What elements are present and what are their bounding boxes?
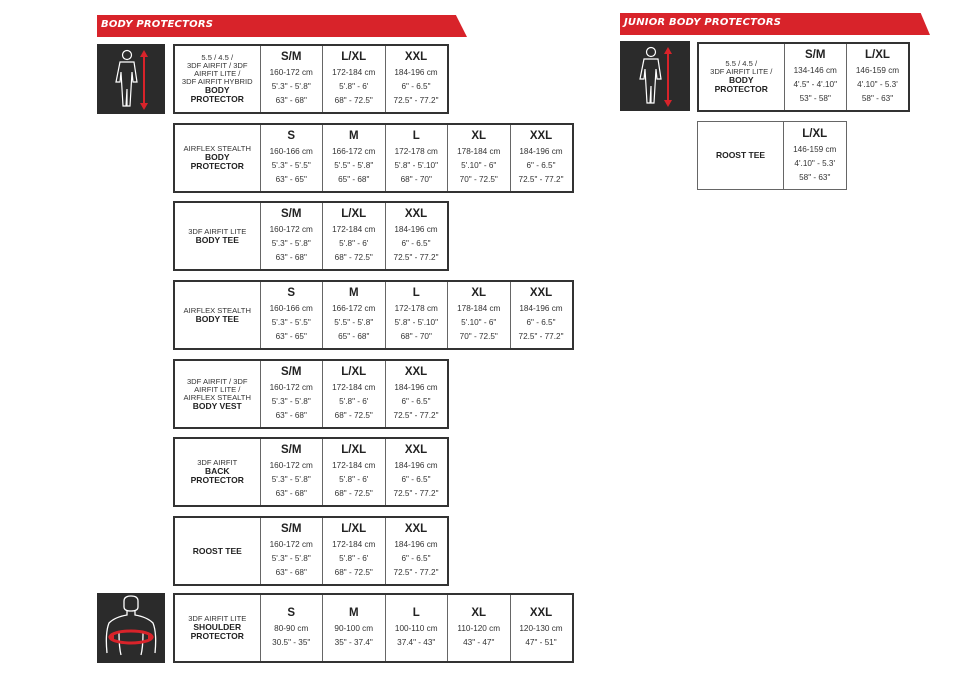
measure: 68" - 70" bbox=[400, 175, 432, 184]
measure: 6" - 6.5" bbox=[401, 554, 431, 563]
measure: 70" - 72.5" bbox=[459, 175, 498, 184]
size-cell bbox=[448, 594, 511, 662]
product-label: 3DF AIRFIT LITE SHOULDER PROTECTOR bbox=[174, 594, 260, 662]
junior-body-height-icon bbox=[620, 41, 690, 111]
measure: 5'.8" - 5'.10" bbox=[394, 161, 439, 170]
size-name: M bbox=[348, 287, 359, 299]
size-name: XXL bbox=[404, 208, 428, 220]
measure: 5'.5" - 5'.8" bbox=[334, 318, 374, 327]
measure: 65" - 68" bbox=[338, 332, 370, 341]
size-table bbox=[173, 359, 449, 429]
measure: 5'.3" - 5'.8" bbox=[271, 397, 311, 406]
size-cell bbox=[260, 45, 323, 113]
size-cell bbox=[385, 202, 448, 270]
size-name: S bbox=[287, 607, 296, 619]
measure: 134-146 cm bbox=[793, 66, 837, 75]
size-name: S/M bbox=[281, 523, 302, 535]
size-table bbox=[173, 201, 449, 271]
section-title: BODY PROTECTORS bbox=[101, 19, 214, 30]
measure: 63" - 68" bbox=[275, 489, 307, 498]
size-name: S/M bbox=[281, 208, 302, 220]
measure: 184-196 cm bbox=[394, 225, 438, 234]
measure: 63" - 68" bbox=[275, 568, 307, 577]
size-cell bbox=[510, 281, 573, 349]
size-name: XXL bbox=[529, 287, 553, 299]
measure: 43" - 47" bbox=[463, 638, 495, 647]
size-table bbox=[173, 123, 574, 193]
size-cell bbox=[260, 281, 323, 349]
measure: 5'.8" - 6' bbox=[339, 239, 369, 248]
measure: 72.5" - 77.2" bbox=[393, 489, 439, 498]
measure: 6" - 6.5" bbox=[401, 475, 431, 484]
measure: 37.4" - 43" bbox=[397, 638, 436, 647]
product-label: 5.5 / 4.5 / 3DF AIRFIT / 3DF AIRFIT LITE / 3DF AIRFIT HYBRID BODY PROTECTOR bbox=[174, 45, 260, 113]
size-cell bbox=[784, 43, 847, 111]
measure: 58" - 63" bbox=[799, 172, 831, 182]
size-name: XXL bbox=[404, 366, 428, 378]
product-label: 5.5 / 4.5 / 3DF AIRFIT LITE / BODY PROTECTOR bbox=[698, 43, 784, 111]
size-cell bbox=[260, 594, 323, 662]
measure: 6" - 6.5" bbox=[526, 318, 556, 327]
measure: 6" - 6.5" bbox=[401, 397, 431, 406]
measure: 172-184 cm bbox=[332, 461, 376, 470]
size-cell bbox=[448, 281, 511, 349]
size-table bbox=[173, 516, 449, 586]
chest-circumference-icon bbox=[97, 593, 165, 663]
section-title: JUNIOR BODY PROTECTORS bbox=[624, 17, 782, 28]
product-label: 3DF AIRFIT LITE BODY TEE bbox=[174, 202, 260, 270]
size-name: XL bbox=[471, 287, 487, 299]
size-name: S/M bbox=[281, 444, 302, 456]
measure: 72.5" - 77.2" bbox=[393, 253, 439, 262]
size-table bbox=[173, 593, 574, 663]
size-name: S/M bbox=[281, 366, 302, 378]
measure: 63" - 68" bbox=[275, 411, 307, 420]
size-table bbox=[173, 280, 574, 350]
measure: 72.5" - 77.2" bbox=[393, 96, 439, 105]
measure: 63" - 68" bbox=[275, 253, 307, 262]
measure: 68" - 70" bbox=[400, 332, 432, 341]
measure: 5'.3" - 5'.8" bbox=[271, 554, 311, 563]
measure: 80-90 cm bbox=[274, 624, 309, 633]
measure: 160-172 cm bbox=[269, 225, 313, 234]
measure: 172-184 cm bbox=[332, 225, 376, 234]
measure: 166-172 cm bbox=[332, 147, 376, 156]
measure: 68" - 72.5" bbox=[334, 411, 373, 420]
measure: 172-178 cm bbox=[394, 147, 438, 156]
measure: 166-172 cm bbox=[332, 304, 376, 313]
measure: 172-178 cm bbox=[394, 304, 438, 313]
measure: 5'.8" - 6' bbox=[339, 82, 369, 91]
size-name: XXL bbox=[404, 444, 428, 456]
product-label: 3DF AIRFIT BACK PROTECTOR bbox=[174, 438, 260, 506]
size-name: S/M bbox=[281, 51, 302, 63]
body-height-icon bbox=[97, 44, 165, 114]
size-cell bbox=[260, 360, 323, 428]
measure: 5'.8" - 6' bbox=[339, 397, 369, 406]
size-name: L/XL bbox=[341, 366, 367, 378]
measure: 172-184 cm bbox=[332, 540, 376, 549]
measure: 68" - 72.5" bbox=[334, 568, 373, 577]
measure: 5'.8" - 6' bbox=[339, 475, 369, 484]
measure: 53" - 58" bbox=[799, 94, 831, 103]
measure: 5'.3" - 5'.5" bbox=[271, 318, 311, 327]
measure: 160-166 cm bbox=[269, 304, 313, 313]
measure: 100-110 cm bbox=[394, 624, 438, 633]
measure: 4'.10" - 5.3' bbox=[857, 80, 898, 89]
size-cell bbox=[323, 517, 386, 585]
size-cell bbox=[260, 438, 323, 506]
size-name: M bbox=[348, 607, 359, 619]
size-name: L bbox=[412, 130, 420, 142]
measure: 5'.8" - 5'.10" bbox=[394, 318, 439, 327]
size-name: XXL bbox=[404, 523, 428, 535]
size-cell bbox=[847, 43, 910, 111]
size-name: XXL bbox=[404, 51, 428, 63]
measure: 178-184 cm bbox=[457, 147, 501, 156]
measure: 5'.5" - 5'.8" bbox=[334, 161, 374, 170]
size-name: XL bbox=[471, 130, 487, 142]
size-name: L bbox=[412, 287, 420, 299]
measure: 6" - 6.5" bbox=[401, 82, 431, 91]
measure: 5'.10" - 6" bbox=[461, 318, 497, 327]
measure: 70" - 72.5" bbox=[459, 332, 498, 341]
size-cell bbox=[385, 45, 448, 113]
size-name: S/M bbox=[805, 49, 826, 61]
size-name: S bbox=[287, 287, 296, 299]
measure: 5'.10" - 6" bbox=[461, 161, 497, 170]
measure: 146-159 cm bbox=[855, 66, 900, 75]
size-table bbox=[173, 437, 449, 507]
junior-size-table bbox=[697, 42, 910, 112]
measure: 184-196 cm bbox=[519, 147, 563, 156]
measure: 4'.10" - 5.3' bbox=[794, 158, 836, 168]
product-label: 3DF AIRFIT / 3DF AIRFIT LITE / AIRFLEX STEALTH BODY VEST bbox=[174, 360, 260, 428]
size-cell bbox=[385, 124, 448, 192]
measure: 160-172 cm bbox=[269, 383, 313, 392]
size-name: L/XL bbox=[865, 49, 890, 61]
size-cell bbox=[510, 594, 573, 662]
measure: 5'.8" - 6' bbox=[339, 554, 369, 563]
measure: 172-184 cm bbox=[332, 383, 376, 392]
measure: 68" - 72.5" bbox=[334, 96, 373, 105]
junior-body-protectors-banner bbox=[620, 13, 930, 35]
measure: 72.5" - 77.2" bbox=[393, 568, 439, 577]
size-cell bbox=[784, 122, 847, 190]
size-cell bbox=[385, 438, 448, 506]
measure: 68" - 72.5" bbox=[334, 253, 373, 262]
measure: 184-196 cm bbox=[394, 383, 438, 392]
size-cell bbox=[260, 202, 323, 270]
measure: 160-172 cm bbox=[269, 68, 313, 77]
size-cell bbox=[323, 281, 386, 349]
size-cell bbox=[323, 45, 386, 113]
measure: 160-172 cm bbox=[269, 461, 313, 470]
size-name: L/XL bbox=[802, 127, 828, 140]
size-cell bbox=[260, 517, 323, 585]
measure: 184-196 cm bbox=[519, 304, 563, 313]
measure: 72.5" - 77.2" bbox=[393, 411, 439, 420]
measure: 160-172 cm bbox=[269, 540, 313, 549]
size-cell bbox=[385, 281, 448, 349]
measure: 63" - 68" bbox=[275, 96, 307, 105]
measure: 63" - 65" bbox=[275, 175, 307, 184]
measure: 47" - 51" bbox=[525, 638, 557, 647]
size-name: L/XL bbox=[341, 208, 367, 220]
measure: 184-196 cm bbox=[394, 540, 438, 549]
measure: 120-130 cm bbox=[519, 624, 563, 633]
measure: 58" - 63" bbox=[861, 94, 894, 103]
size-cell bbox=[385, 360, 448, 428]
measure: 184-196 cm bbox=[394, 461, 438, 470]
measure: 63" - 65" bbox=[275, 332, 307, 341]
measure: 160-166 cm bbox=[269, 147, 313, 156]
size-name: XXL bbox=[529, 130, 553, 142]
size-name: L/XL bbox=[341, 523, 367, 535]
size-cell bbox=[448, 124, 511, 192]
measure: 146-159 cm bbox=[793, 144, 837, 154]
junior-size-table bbox=[697, 121, 847, 190]
size-name: L/XL bbox=[341, 51, 367, 63]
size-cell bbox=[323, 438, 386, 506]
measure: 72.5" - 77.2" bbox=[518, 175, 564, 184]
measure: 72.5" - 77.2" bbox=[518, 332, 564, 341]
measure: 4'.5" - 4'.10" bbox=[793, 80, 838, 89]
measure: 35" - 37.4" bbox=[334, 638, 373, 647]
measure: 5'.3" - 5'.5" bbox=[271, 161, 311, 170]
measure: 6" - 6.5" bbox=[401, 239, 431, 248]
product-label: ROOST TEE bbox=[698, 122, 784, 190]
measure: 5'.3" - 5'.8" bbox=[271, 239, 311, 248]
product-label: ROOST TEE bbox=[174, 517, 260, 585]
measure: 178-184 cm bbox=[457, 304, 501, 313]
size-table bbox=[173, 44, 449, 114]
size-name: L/XL bbox=[341, 444, 367, 456]
measure: 65" - 68" bbox=[338, 175, 370, 184]
size-cell bbox=[323, 124, 386, 192]
product-label: AIRFLEX STEALTH BODY PROTECTOR bbox=[174, 124, 260, 192]
measure: 5'.3" - 5'.8" bbox=[271, 475, 311, 484]
size-name: XL bbox=[471, 607, 487, 619]
size-name: L bbox=[412, 607, 420, 619]
body-protectors-banner bbox=[97, 15, 467, 37]
size-cell bbox=[385, 594, 448, 662]
measure: 6" - 6.5" bbox=[526, 161, 556, 170]
measure: 68" - 72.5" bbox=[334, 489, 373, 498]
size-name: M bbox=[348, 130, 359, 142]
measure: 184-196 cm bbox=[394, 68, 438, 77]
product-label: AIRFLEX STEALTH BODY TEE bbox=[174, 281, 260, 349]
size-cell bbox=[323, 360, 386, 428]
size-cell bbox=[323, 594, 386, 662]
size-cell bbox=[385, 517, 448, 585]
size-cell bbox=[323, 202, 386, 270]
size-name: S bbox=[287, 130, 296, 142]
measure: 110-120 cm bbox=[457, 624, 501, 633]
measure: 5'.3" - 5'.8" bbox=[271, 82, 311, 91]
measure: 172-184 cm bbox=[332, 68, 376, 77]
size-cell bbox=[260, 124, 323, 192]
measure: 90-100 cm bbox=[334, 624, 374, 633]
size-name: XXL bbox=[529, 607, 553, 619]
size-cell bbox=[510, 124, 573, 192]
measure: 30.5" - 35" bbox=[272, 638, 311, 647]
